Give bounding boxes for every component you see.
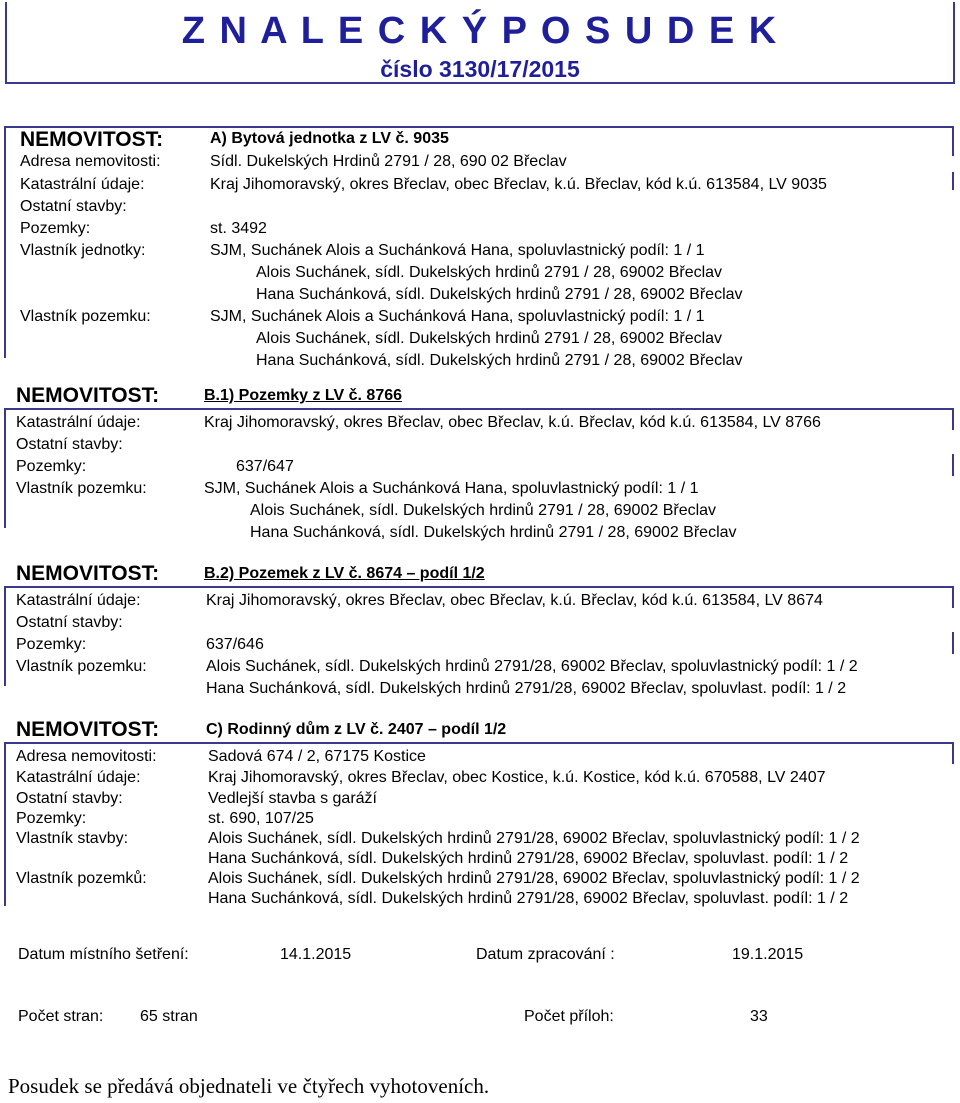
ostatni-label: Ostatní stavby: bbox=[20, 198, 127, 215]
vlastnik-pozemku-line: Alois Suchánek, sídl. Dukelských hrdinů 2791 / 28, 69002 Břeclav bbox=[250, 502, 717, 519]
section-b2 bbox=[4, 562, 954, 697]
ostatni-value: Vedlejší stavba s garáží bbox=[208, 790, 377, 807]
vlastnik-pozemku-line: Hana Suchánková, sídl. Dukelských hrdinů 2791/28, 69002 Břeclav, spoluvlast. podíl: 1 / 2 bbox=[208, 890, 849, 907]
adresa-value: Sadová 674 / 2, 67175 Kostice bbox=[208, 748, 426, 765]
section-c bbox=[4, 718, 954, 910]
datum-setreni-value: 14.1.2015 bbox=[280, 946, 352, 963]
vlastnik-pozemku-line: Hana Suchánková, sídl. Dukelských hrdinů 2791 / 28, 69002 Břeclav bbox=[256, 352, 743, 369]
adresa-value: Sídl. Dukelských Hrdinů 2791 / 28, 690 02 Břeclav bbox=[210, 153, 567, 170]
adresa-label: Adresa nemovitosti: bbox=[20, 153, 161, 170]
title-box bbox=[5, 2, 955, 84]
vlastnik-jednotky-line: Alois Suchánek, sídl. Dukelských hrdinů 2791 / 28, 69002 Břeclav bbox=[256, 264, 723, 281]
pocet-stran-value: 65 stran bbox=[140, 1008, 198, 1025]
pozemky-label: Pozemky: bbox=[20, 220, 91, 237]
vlastnik-pozemku-line: SJM, Suchánek Alois a Suchánková Hana, spoluvlastnický podíl: 1 / 1 bbox=[204, 480, 699, 497]
katastr-label: Katastrální údaje: bbox=[16, 592, 141, 609]
adresa-label: Adresa nemovitosti: bbox=[16, 748, 157, 765]
vlastnik-stavby-label: Vlastník stavby: bbox=[16, 830, 129, 847]
vlastnik-pozemku-line: Alois Suchánek, sídl. Dukelských hrdinů 2791/28, 69002 Břeclav, spoluvlastnický podíl: 1 / 2 bbox=[206, 658, 858, 675]
nemovitost-label: NEMOVITOST: bbox=[20, 128, 164, 151]
vlastnik-jednotky-line: SJM, Suchánek Alois a Suchánková Hana, spoluvlastnický podíl: 1 / 1 bbox=[210, 242, 705, 259]
vlastnik-stavby-line: Alois Suchánek, sídl. Dukelských hrdinů 2791/28, 69002 Břeclav, spoluvlastnický podíl: 1 / 2 bbox=[208, 830, 860, 847]
ostatni-label: Ostatní stavby: bbox=[16, 790, 123, 807]
nemovitost-label: NEMOVITOST: bbox=[16, 562, 160, 585]
vlastnik-pozemku-label: Vlastník pozemku: bbox=[20, 308, 151, 325]
datum-zpracovani-label: Datum zpracování : bbox=[476, 946, 615, 963]
section-b1-heading: B.1) Pozemky z LV č. 8766 bbox=[204, 387, 403, 404]
katastr-value: Kraj Jihomoravský, okres Břeclav, obec Břeclav, k.ú. Břeclav, kód k.ú. 613584, LV 8766 bbox=[204, 414, 821, 431]
pozemky-label: Pozemky: bbox=[16, 636, 87, 653]
pocet-priloh-value: 33 bbox=[750, 1008, 768, 1025]
vlastnik-stavby-line: Hana Suchánková, sídl. Dukelských hrdinů 2791/28, 69002 Břeclav, spoluvlast. podíl: 1 / 2 bbox=[208, 850, 849, 867]
section-a bbox=[4, 126, 954, 369]
vlastnik-pozemku-label: Vlastník pozemku: bbox=[16, 658, 147, 675]
pozemky-value: 637/646 bbox=[206, 636, 264, 653]
vlastnik-pozemku-label: Vlastník pozemků: bbox=[16, 870, 147, 887]
pozemky-value: st. 3492 bbox=[210, 220, 267, 237]
pocet-priloh-label: Počet příloh: bbox=[524, 1008, 614, 1025]
vlastnik-jednotky-line: Hana Suchánková, sídl. Dukelských hrdinů 2791 / 28, 69002 Břeclav bbox=[256, 286, 743, 303]
datum-setreni-label: Datum místního šetření: bbox=[18, 946, 189, 963]
vlastnik-pozemku-line: Alois Suchánek, sídl. Dukelských hrdinů 2791 / 28, 69002 Břeclav bbox=[256, 330, 723, 347]
nemovitost-label: NEMOVITOST: bbox=[16, 384, 160, 407]
pozemky-value: 637/647 bbox=[236, 458, 294, 475]
section-b2-heading: B.2) Pozemek z LV č. 8674 – podíl 1/2 bbox=[204, 565, 485, 582]
katastr-value: Kraj Jihomoravský, okres Břeclav, obec Kostice, k.ú. Kostice, kód k.ú. 670588, LV 2407 bbox=[208, 769, 826, 786]
section-b1 bbox=[4, 384, 954, 541]
ostatni-label: Ostatní stavby: bbox=[16, 614, 123, 631]
nemovitost-label: NEMOVITOST: bbox=[16, 718, 160, 741]
pozemky-value: st. 690, 107/25 bbox=[208, 810, 314, 827]
katastr-label: Katastrální údaje: bbox=[20, 176, 145, 193]
vlastnik-pozemku-line: SJM, Suchánek Alois a Suchánková Hana, spoluvlastnický podíl: 1 / 1 bbox=[210, 308, 705, 325]
document-title: Z N A L E C K Ý P O S U D E K bbox=[181, 10, 779, 52]
section-a-heading: A) Bytová jednotka z LV č. 9035 bbox=[210, 130, 449, 147]
katastr-value: Kraj Jihomoravský, okres Břeclav, obec Břeclav, k.ú. Břeclav, kód k.ú. 613584, LV 9035 bbox=[210, 176, 827, 193]
delivery-note: Posudek se předává objednateli ve čtyřech vyhotoveních. bbox=[8, 1074, 490, 1098]
ostatni-label: Ostatní stavby: bbox=[16, 436, 123, 453]
vlastnik-pozemku-line: Hana Suchánková, sídl. Dukelských hrdinů 2791 / 28, 69002 Břeclav bbox=[250, 524, 737, 541]
katastr-label: Katastrální údaje: bbox=[16, 414, 141, 431]
datum-zpracovani-value: 19.1.2015 bbox=[732, 946, 804, 963]
vlastnik-pozemku-label: Vlastník pozemku: bbox=[16, 480, 147, 497]
katastr-label: Katastrální údaje: bbox=[16, 769, 141, 786]
pocet-stran-label: Počet stran: bbox=[18, 1008, 104, 1025]
vlastnik-pozemku-line: Alois Suchánek, sídl. Dukelských hrdinů 2791/28, 69002 Břeclav, spoluvlastnický podíl: 1 / 2 bbox=[208, 870, 860, 887]
vlastnik-pozemku-line: Hana Suchánková, sídl. Dukelských hrdinů 2791/28, 69002 Břeclav, spoluvlast. podíl: 1 / 2 bbox=[206, 680, 847, 697]
vlastnik-jednotky-label: Vlastník jednotky: bbox=[20, 242, 146, 259]
document-number: číslo 3130/17/2015 bbox=[380, 56, 580, 82]
pozemky-label: Pozemky: bbox=[16, 810, 87, 827]
katastr-value: Kraj Jihomoravský, okres Břeclav, obec Břeclav, k.ú. Břeclav, kód k.ú. 613584, LV 8674 bbox=[206, 592, 823, 609]
pozemky-label: Pozemky: bbox=[16, 458, 87, 475]
section-c-heading: C) Rodinný dům z LV č. 2407 – podíl 1/2 bbox=[206, 721, 507, 738]
